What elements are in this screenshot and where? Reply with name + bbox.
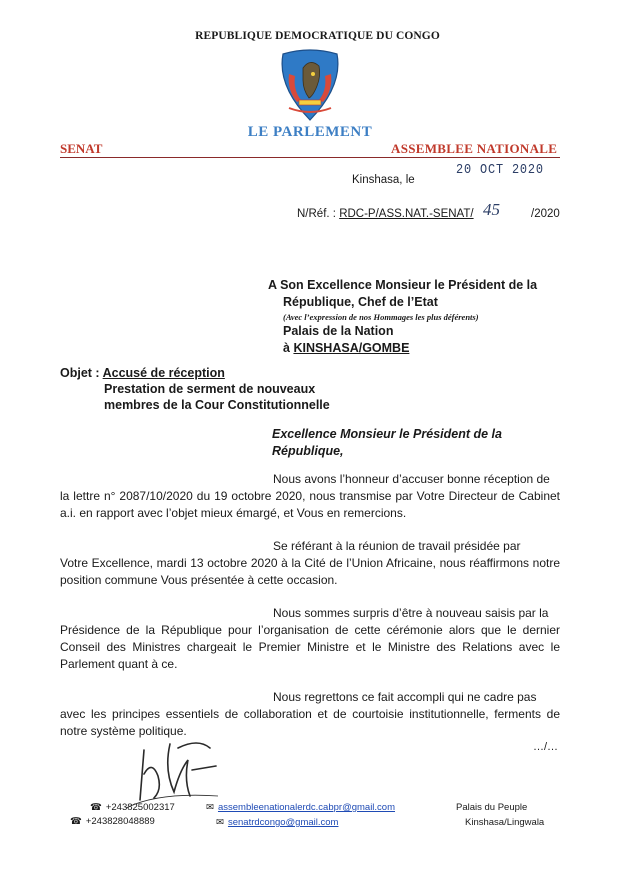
paragraph-4-first-line: Nous regrettons ce fait accompli qui ne cadre pas — [273, 690, 537, 704]
paragraph-3-first-line: Nous sommes surpris d’être à nouveau saisis par la — [273, 606, 549, 620]
reference-number: 45 — [483, 200, 500, 219]
national-emblem — [273, 46, 347, 124]
subject-line-2: Prestation de serment de nouveaux — [104, 382, 316, 396]
subject-line-3: membres de la Cour Constitutionnelle — [104, 398, 330, 412]
email-link-senate[interactable]: senatrdcongo@gmail.com — [227, 817, 339, 828]
reference-code: RDC-P/ASS.NAT.-SENAT/ — [339, 208, 474, 220]
paragraph-2-rest: Votre Excellence, mardi 13 octobre 2020 à la Cité de l’Union Africaine, nous réaffirmons notre position commune Vous présentée à cette occasion. — [60, 556, 560, 587]
footer-phone-1-value: +243825002317 — [105, 802, 175, 813]
footer-phone-2 — [70, 816, 155, 827]
recipient-note: (Avec l’expression de nos Hommages les plus déférents) — [283, 312, 479, 322]
recipient-block — [268, 277, 537, 357]
phone-icon: ☎ — [70, 816, 82, 827]
subject-block — [60, 365, 330, 413]
paragraph-1 — [60, 471, 560, 522]
senate-label: SENAT — [60, 141, 103, 156]
email-link-assembly[interactable]: assembleenationalerdc.cabpr@gmail.com — [217, 802, 396, 813]
paragraph-4-rest: avec les principes essentiels de collaboration et de courtoisie institutionnelle, ferments de notre système politique. — [60, 707, 560, 738]
footer-address-1: Palais du Peuple — [456, 802, 528, 813]
paragraph-3-rest: Présidence de la République pour l’organisation de cette cérémonie alors que le dernier Conseil des Ministres chargeait le Premier Ministre et le Ministre des Relations avec le Parlement quant à ce. — [60, 623, 560, 671]
parliament-title: LE PARLEMENT — [247, 124, 373, 140]
recipient-prefix: A — [268, 278, 277, 292]
footer-address-2: Kinshasa/Lingwala — [465, 817, 545, 828]
paragraph-2-first-line: Se référant à la réunion de travail présidée par — [273, 539, 521, 553]
subject-title: Accusé de réception — [102, 366, 225, 380]
salutation-line-2: République, — [272, 444, 344, 458]
footer-phone-1 — [90, 802, 175, 813]
continuation-mark: …/… — [533, 741, 559, 753]
signature — [118, 730, 228, 810]
paragraph-2 — [60, 538, 560, 589]
recipient-city: KINSHASA/GOMBE — [293, 341, 410, 355]
paragraph-1-rest: la lettre n° 2087/10/2020 du 19 octobre 2020, nous transmise par Votre Directeur de Cabinet a.i. en rapport avec l’objet mieux émargé, et Vous en remercions. — [60, 489, 560, 520]
phone-icon: ☎ — [90, 802, 102, 813]
date-stamp: 20 OCT 2020 — [456, 162, 544, 178]
footer-email-2 — [216, 817, 338, 828]
paragraph-3 — [60, 605, 560, 673]
recipient-line-3: Palais de la Nation — [283, 324, 394, 338]
subject-label: Objet : — [60, 366, 100, 380]
recipient-line-1: Son Excellence Monsieur le Président de la — [280, 278, 538, 292]
salutation — [272, 426, 502, 460]
mail-icon: ✉ — [216, 817, 224, 828]
recipient-line-2: République, Chef de l’Etat — [283, 295, 438, 309]
place-label: Kinshasa, le — [352, 174, 415, 186]
salutation-line-1: Excellence Monsieur le Président de la — [272, 427, 502, 441]
reference-line — [297, 208, 474, 220]
republic-title: REPUBLIQUE DEMOCRATIQUE DU CONGO — [195, 30, 440, 42]
footer-phone-2-value: +243828048889 — [85, 816, 155, 827]
mail-icon: ✉ — [206, 802, 214, 813]
header-divider — [60, 157, 560, 158]
recipient-line-4-prefix: à — [283, 341, 290, 355]
footer-email-1 — [206, 802, 395, 813]
national-assembly-label: ASSEMBLEE NATIONALE — [391, 141, 558, 156]
reference-label: N/Réf. : — [297, 208, 336, 220]
paragraph-1-first-line: Nous avons l’honneur d’accuser bonne réception de — [273, 472, 550, 486]
reference-year: /2020 — [531, 208, 560, 220]
